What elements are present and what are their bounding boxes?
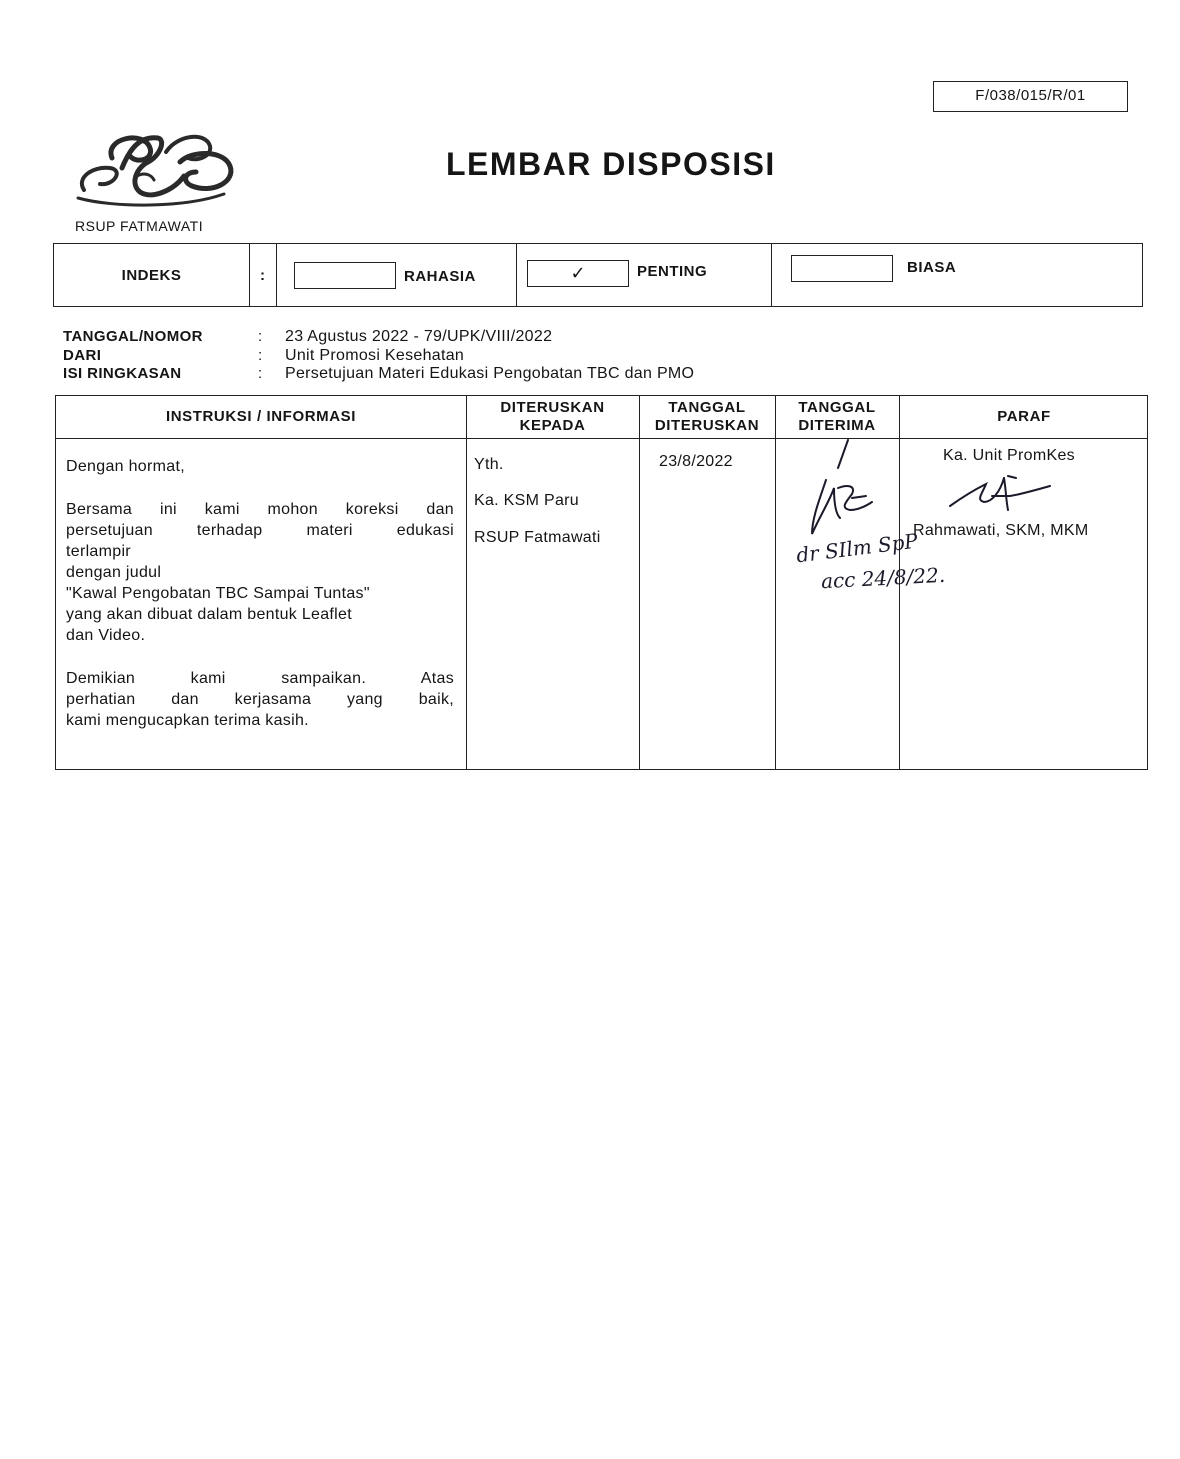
recipient-title: Ka. KSM Paru: [474, 492, 579, 509]
info-value: Unit Promosi Kesehatan: [285, 347, 465, 364]
penting-checkbox[interactable]: ✓: [527, 260, 629, 287]
letter-info: [53, 307, 1143, 403]
header-diteruskan-kepada: DITERUSKAN KEPADA: [500, 399, 605, 434]
info-row-dari: [63, 347, 464, 365]
forwarded-date: 23/8/2022: [659, 453, 733, 470]
header-tanggal-diterima: TANGGAL DITERIMA: [798, 399, 876, 434]
info-row-tanggal: [63, 328, 552, 346]
priority-row: [53, 243, 1143, 307]
handwritten-acc-date: acc 24/8/22.: [820, 562, 946, 594]
recipient-greeting: Yth.: [474, 456, 504, 473]
info-label: DARI: [63, 347, 102, 364]
info-label: ISI RINGKASAN: [63, 365, 182, 382]
hospital-name: RSUP FATMAWATI: [75, 218, 204, 234]
text-line: Bersama ini kami mohon koreksi dan: [66, 501, 454, 518]
text-line: Demikian kami sampaikan. Atas: [66, 670, 454, 687]
header-instruksi: INSTRUKSI / INFORMASI: [165, 408, 357, 425]
instruksi-text: [66, 456, 454, 731]
penting-label: PENTING: [637, 263, 708, 280]
text-line: persetujuan terhadap materi edukasi: [66, 522, 454, 539]
info-colon: :: [258, 347, 263, 364]
header-paraf: PARAF: [997, 408, 1051, 425]
text-line: yang akan dibuat dalam bentuk Leaflet: [66, 606, 352, 623]
page-title: LEMBAR DISPOSISI: [446, 146, 776, 182]
text-line: dan Video.: [66, 627, 146, 644]
salutation: Dengan hormat,: [66, 458, 185, 475]
rsf-logo-icon: [74, 128, 239, 210]
paraf-title: Ka. Unit PromKes: [943, 447, 1075, 464]
text-line: kami mengucapkan terima kasih.: [66, 712, 309, 729]
rahasia-checkbox[interactable]: [294, 262, 396, 289]
paraf-signature-icon: [946, 466, 1056, 516]
form-code: F/038/015/R/01: [933, 81, 1128, 112]
biasa-label: BIASA: [907, 259, 957, 276]
disposition-table: [55, 395, 1148, 770]
info-label: TANGGAL/NOMOR: [63, 328, 203, 345]
paraf-name: Rahmawati, SKM, MKM: [913, 522, 1089, 539]
info-colon: :: [258, 328, 263, 345]
header-tanggal-diteruskan: TANGGAL DITERUSKAN: [654, 399, 760, 434]
info-value: Persetujuan Materi Edukasi Pengobatan TBC dan PMO: [285, 365, 695, 382]
text-line: terlampir: [66, 543, 131, 560]
hospital-logo: [70, 128, 240, 238]
info-colon: :: [258, 365, 263, 382]
receiver-signature-icon: [786, 438, 886, 548]
indeks-label: INDEKS: [121, 266, 182, 284]
text-line: dengan judul: [66, 564, 162, 581]
biasa-checkbox[interactable]: [791, 255, 893, 282]
handwritten-receiver-name: dr SIlm SpP: [794, 528, 920, 568]
rahasia-label: RAHASIA: [404, 268, 476, 285]
info-value: 23 Agustus 2022 - 79/UPK/VIII/2022: [285, 328, 553, 345]
indeks-colon: :: [260, 266, 265, 284]
text-line: "Kawal Pengobatan TBC Sampai Tuntas": [66, 585, 370, 602]
text-line: perhatian dan kerjasama yang baik,: [66, 691, 454, 708]
info-row-isi-ringkasan: [63, 365, 694, 383]
recipient-institution: RSUP Fatmawati: [474, 529, 601, 546]
